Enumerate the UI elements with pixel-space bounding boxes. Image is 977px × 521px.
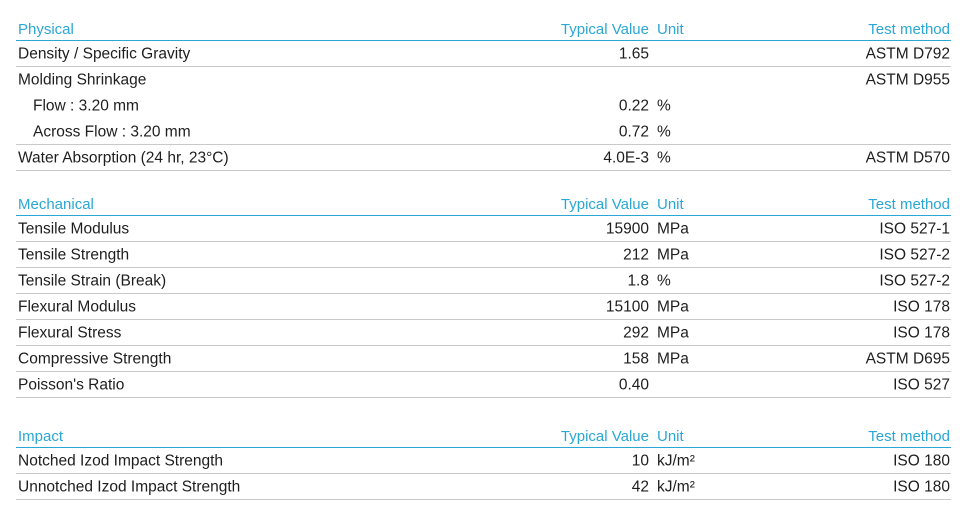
- property-test-method: ISO 178: [893, 297, 950, 315]
- section-mechanical: [16, 196, 951, 398]
- table-row: [16, 320, 951, 346]
- column-header-unit: Unit: [657, 21, 684, 38]
- section-header: [16, 196, 951, 216]
- property-unit: MPa: [657, 323, 689, 341]
- column-header-value: Typical Value: [560, 196, 649, 213]
- property-test-method: ISO 527-2: [879, 271, 950, 289]
- property-test-method: ASTM D695: [865, 349, 950, 367]
- property-value: 0.72: [618, 122, 649, 140]
- property-value: 1.65: [618, 44, 649, 62]
- table-row: [16, 216, 951, 242]
- property-value: 42: [631, 477, 649, 495]
- property-name: Tensile Modulus: [18, 219, 130, 237]
- column-header-test: Test method: [868, 428, 950, 445]
- section-title: Impact: [18, 428, 64, 445]
- table-row: [16, 67, 951, 93]
- column-header-test: Test method: [868, 196, 950, 213]
- section-impact: [16, 428, 951, 500]
- table-row: [16, 346, 951, 372]
- property-name: Across Flow : 3.20 mm: [33, 122, 191, 140]
- column-header-unit: Unit: [657, 196, 684, 213]
- property-value: 15100: [605, 297, 649, 315]
- table-row: [16, 41, 951, 67]
- property-unit: %: [657, 271, 671, 289]
- property-test-method: ISO 527-1: [879, 219, 950, 237]
- property-name: Molding Shrinkage: [18, 71, 147, 89]
- property-test-method: ISO 178: [893, 323, 950, 341]
- property-test-method: ISO 180: [893, 451, 950, 469]
- table-row: [16, 294, 951, 320]
- property-name: Flexural Modulus: [18, 297, 137, 315]
- property-value: 158: [623, 349, 649, 367]
- property-value: 0.40: [618, 375, 649, 393]
- property-test-method: ASTM D792: [865, 44, 950, 62]
- property-value: 15900: [605, 219, 649, 237]
- property-name: Poisson's Ratio: [18, 375, 125, 393]
- property-name: Flow : 3.20 mm: [33, 97, 139, 115]
- property-name: Flexural Stress: [18, 323, 122, 341]
- property-unit: %: [657, 148, 671, 166]
- property-test-method: ISO 527-2: [879, 245, 950, 263]
- property-name: Tensile Strength: [18, 245, 130, 263]
- property-test-method: ISO 527: [893, 375, 950, 393]
- section-header: [16, 428, 951, 448]
- table-row: [16, 242, 951, 268]
- section-title: Mechanical: [18, 196, 94, 213]
- property-unit: MPa: [657, 245, 689, 263]
- property-unit: kJ/m²: [657, 451, 695, 469]
- property-name: Compressive Strength: [18, 349, 172, 367]
- property-value: 4.0E-3: [603, 148, 649, 166]
- property-name: Notched Izod Impact Strength: [18, 451, 224, 469]
- table-row: [16, 448, 951, 474]
- property-unit: MPa: [657, 219, 689, 237]
- column-header-value: Typical Value: [560, 428, 649, 445]
- table-row: [16, 119, 951, 145]
- section-title: Physical: [18, 21, 74, 38]
- table-row: [16, 474, 951, 500]
- property-unit: %: [657, 97, 671, 115]
- property-unit: MPa: [657, 349, 689, 367]
- column-header-value: Typical Value: [560, 21, 649, 38]
- property-value: 212: [623, 245, 649, 263]
- table-row: [16, 268, 951, 294]
- table-row: [16, 93, 951, 119]
- property-value: 10: [631, 451, 649, 469]
- column-header-unit: Unit: [657, 428, 684, 445]
- property-test-method: ASTM D570: [865, 148, 950, 166]
- column-header-test: Test method: [868, 21, 950, 38]
- section-header: [16, 21, 951, 41]
- property-unit: kJ/m²: [657, 477, 695, 495]
- property-test-method: ISO 180: [893, 477, 950, 495]
- property-value: 292: [623, 323, 649, 341]
- property-unit: %: [657, 122, 671, 140]
- section-physical: [16, 21, 951, 171]
- property-value: 0.22: [618, 97, 649, 115]
- table-row: [16, 145, 951, 171]
- property-name: Density / Specific Gravity: [18, 44, 191, 62]
- property-unit: MPa: [657, 297, 689, 315]
- property-value: 1.8: [627, 271, 649, 289]
- property-name: Tensile Strain (Break): [18, 271, 167, 289]
- property-test-method: ASTM D955: [865, 71, 950, 89]
- property-name: Water Absorption (24 hr, 23°C): [18, 148, 229, 166]
- property-name: Unnotched Izod Impact Strength: [18, 477, 241, 495]
- table-row: [16, 372, 951, 398]
